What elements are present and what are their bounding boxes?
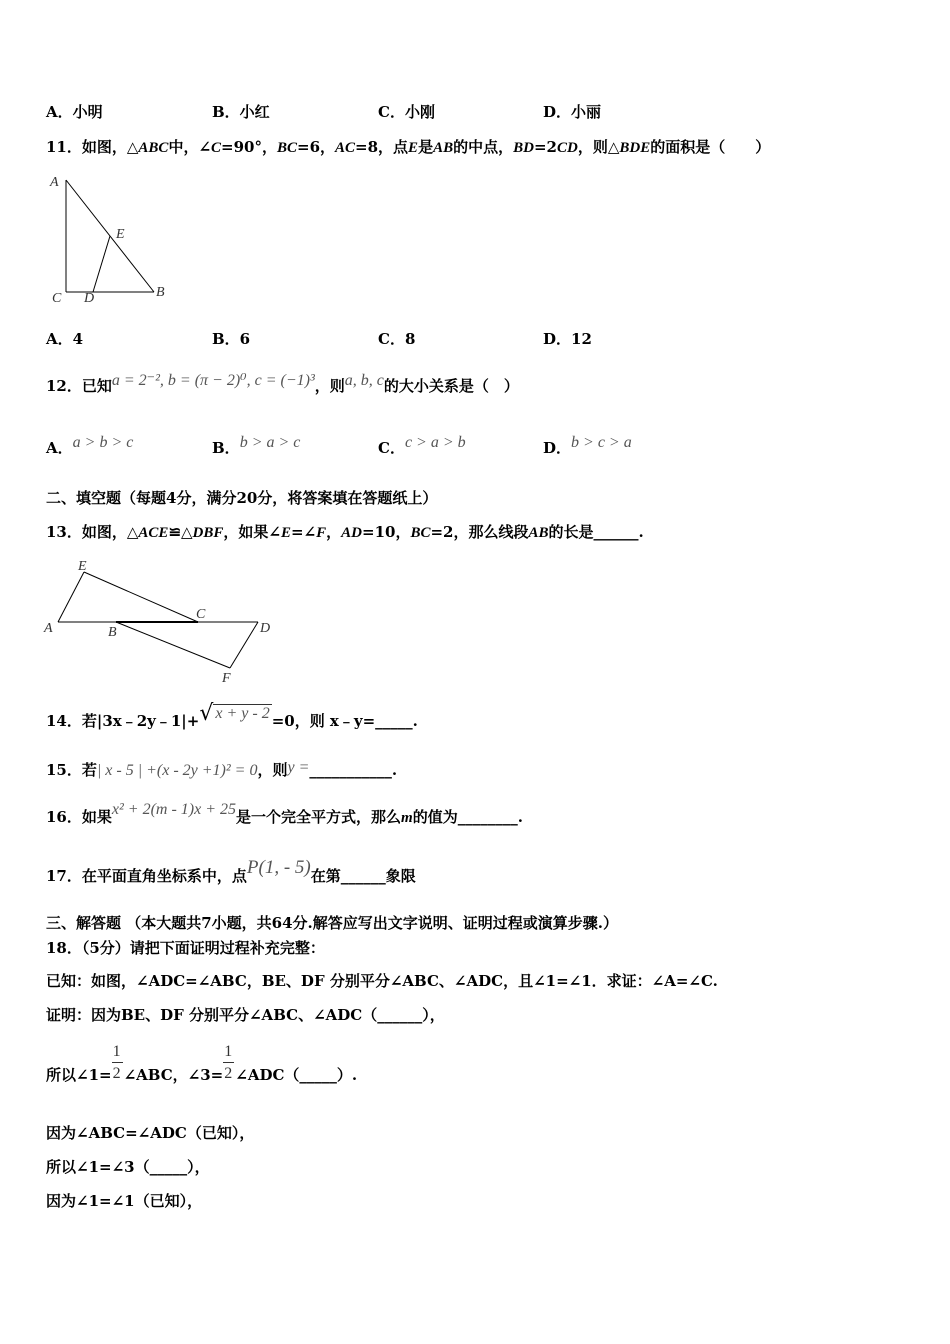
fraction-half-1: $\frac{1}{2}$ (112, 1043, 121, 1082)
q11-label-c: C (52, 291, 62, 306)
section-3-heading: 三、解答题 （本大题共7小题，共64分.解答应写出文字说明、证明过程或演算步骤.） (46, 914, 618, 932)
q10-option-b: B．小红 (212, 103, 270, 121)
q18-proof-line-3: 因为∠ABC=∠ADC（已知）， (46, 1124, 255, 1142)
q10-option-d: D．小丽 (543, 103, 602, 121)
q13-stem: 13．如图，△ACE≌△DBF，如果∠E=∠F，AD=10，BC=2，那么线段AB的长是______. (46, 523, 644, 541)
q14-stem: 14．若|3x﹣2y﹣1|+√ x + y - 2 =0，则 x﹣y=_____. (46, 701, 418, 730)
q11-option-c: C．8 (378, 330, 416, 348)
q11-option-d: D．12 (543, 330, 592, 348)
q11-stem: 11．如图，△ABC中，∠C=90°，BC=6，AC=8，点E是AB的中点，BD=2CD，则△BDE的面积是（ ） (46, 138, 771, 156)
q11-triangle-figure (46, 170, 186, 310)
q13-label-e: E (78, 559, 87, 574)
q11-label-a: A (50, 175, 59, 190)
q13-congruent-triangles-figure (40, 556, 290, 688)
section-2-heading: 二、填空题（每题4分，满分20分，将答案填在答题纸上） (46, 489, 438, 507)
q18-given: 已知：如图，∠ADC=∠ABC，BE、DF 分别平分∠ABC、∠ADC，且∠1=∠1．求证：∠A=∠C. (46, 972, 718, 990)
q13-label-a: A (44, 621, 53, 636)
q17-stem: 17．在平面直角坐标系中，点P(1, - 5)在第______象限 (46, 857, 416, 885)
q16-stem: 16．如果x² + 2(m - 1)x + 25是一个完全平方式，那么m的值为________. (46, 801, 523, 826)
q12-option-a: A．a > b > c (46, 434, 134, 457)
q11-option-b: B．6 (212, 330, 251, 348)
q18-proof-line-5: 因为∠1=∠1（已知）， (46, 1192, 203, 1210)
fraction-half-2: $\frac{1}{2}$ (224, 1043, 233, 1082)
q18-proof-line-1: 证明：因为BE、DF 分别平分∠ABC、∠ADC（______）， (46, 1006, 445, 1024)
q11-option-a: A．4 (46, 330, 84, 348)
q10-option-c: C．小刚 (378, 103, 435, 121)
q11-label-b: B (156, 285, 165, 300)
q18-proof-line-4: 所以∠1=∠3（_____）， (46, 1158, 210, 1176)
q12-option-b: B．b > a > c (212, 434, 301, 457)
q12-stem: 12．已知a = 2⁻², b = (π − 2)⁰, c = (−1)³，则a, b, c的大小关系是（ ） (46, 372, 519, 395)
q13-label-d: D (260, 621, 271, 636)
sqrt-sign: √ (199, 701, 214, 726)
q13-label-f: F (222, 671, 231, 686)
q11-label-d: D (84, 291, 95, 306)
q13-label-c: C (196, 607, 206, 622)
q10-option-a: A．小明 (46, 103, 103, 121)
q18-proof-line-2: 所以∠1= $\frac{1}{2}$ ∠ABC，∠3= $\frac{1}{2}$ ∠ADC（_____）. (46, 1043, 358, 1084)
q18-title: 18．（5分）请把下面证明过程补充完整： (46, 939, 325, 957)
q15-stem: 15．若| x - 5 | +(x - 2y +1)² = 0，则y =___________. (46, 759, 398, 779)
q12-option-c: C．c > a > b (378, 434, 466, 457)
q12-option-d: D．b > c > a (543, 434, 632, 457)
q13-label-b: B (108, 625, 117, 640)
q11-label-e: E (116, 227, 125, 242)
